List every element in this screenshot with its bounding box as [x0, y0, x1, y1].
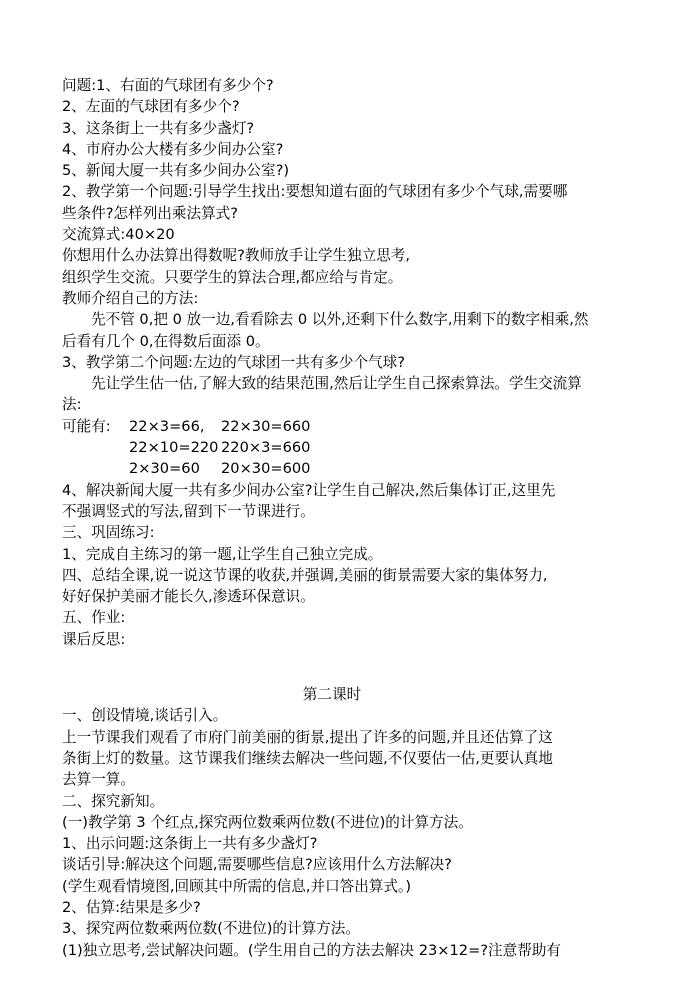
calc-row-1: [62, 416, 642, 437]
paragraph-line: 去算一算。: [62, 771, 135, 789]
paragraph-line: 你想用什么办法算出得数呢?教师放手让学生独立思考,: [62, 247, 411, 265]
question-1: 问题:1、右面的气球团有多少个?: [62, 77, 274, 94]
calc-expression: 220×3=660: [221, 439, 311, 457]
paragraph-line: 上一节课我们观看了市府门前美丽的街景,提出了许多的问题,并且还估算了这: [62, 728, 553, 746]
paragraph-line: 3、探究两位数乘两位数(不进位)的计算方法。: [62, 920, 360, 938]
paragraph-line: 教师介绍自己的方法:: [62, 289, 199, 307]
document-body: [62, 75, 642, 961]
paragraph-line: 交流算式:40×20: [62, 226, 175, 244]
paragraph-line: 3、教学第二个问题:左边的气球团一共有多少个气球?: [62, 353, 406, 371]
calc-expression: 22×30=660: [221, 417, 311, 435]
paragraph-line: (1)独立思考,尝试解决问题。(学生用自己的方法去解决 23×12=?注意帮助有: [62, 941, 562, 959]
section-heading: 一、创设情境,谈话引入。: [62, 707, 228, 725]
paragraph-line: 好好保护美丽才能长久,渗透环保意识。: [62, 588, 315, 606]
question-5: 5、新闻大厦一共有多少间办公室?): [62, 162, 290, 180]
paragraph-line: 不强调竖式的写法,留到下一节课进行。: [62, 502, 315, 520]
paragraph-line: 条街上灯的数量。这节课我们继续去解决一些问题,不仅要估一估,更要认真地: [62, 749, 553, 767]
question-3: 3、这条街上一共有多少盏灯?: [62, 119, 255, 137]
calc-expression: 2×30=60: [129, 460, 200, 478]
paragraph-line: 谈话引导:解决这个问题,需要哪些信息?应该用什么方法解决?: [62, 856, 452, 874]
question-2: 2、左面的气球团有多少个?: [62, 98, 240, 116]
paragraph-line: 2、估算:结果是多少?: [62, 898, 201, 916]
paragraph-line: 1、完成自主练习的第一题,让学生自己独立完成。: [62, 545, 383, 563]
paragraph-line: 先不管 0,把 0 放一边,看看除去 0 以外,还剩下什么数字,用剩下的数字相乘,然: [91, 311, 589, 329]
lesson-title: 第二课时: [302, 686, 362, 704]
calc-expression: 22×3=66,: [129, 417, 205, 435]
question-4: 4、市府办公大楼有多少间办公室?: [62, 140, 284, 158]
paragraph-line: (学生观看情境图,回顾其中所需的信息,并口答出算式。): [62, 877, 412, 895]
paragraph-line: 后看有几个 0,在得数后面添 0。: [62, 332, 270, 350]
calc-row-2: [62, 437, 642, 458]
calc-row-3: [62, 458, 642, 479]
paragraph-line: (一)教学第 3 个红点,探究两位数乘两位数(不进位)的计算方法。: [62, 813, 473, 831]
section-heading: 五、作业:: [62, 609, 126, 627]
paragraph-line: 2、教学第一个问题:引导学生找出:要想知道右面的气球团有多少个气球,需要哪: [62, 183, 568, 201]
section-heading: 三、巩固练习:: [62, 524, 155, 542]
paragraph-line: 4、解决新闻大厦一共有多少间办公室?让学生自己解决,然后集体订正,这里先: [62, 481, 556, 499]
paragraph-line: 些条件?怎样列出乘法算式?: [62, 204, 239, 222]
paragraph-line: 组织学生交流。只要学生的算法合理,都应给与肯定。: [62, 268, 403, 286]
calc-expression: 22×10=220: [129, 439, 219, 457]
calc-label: 可能有:: [62, 417, 111, 435]
paragraph-line: 先让学生估一估,了解大致的结果范围,然后让学生自己探索算法。学生交流算: [91, 375, 582, 393]
paragraph-line: 法:: [62, 396, 82, 414]
calc-expression: 20×30=600: [221, 460, 311, 478]
section-heading: 二、探究新知。: [62, 792, 165, 810]
paragraph-line: 四、总结全课,说一说这节课的收获,并强调,美丽的街景需要大家的集体努力,: [62, 566, 548, 584]
section-heading: 课后反思:: [62, 630, 126, 648]
spacer: [62, 650, 642, 684]
paragraph-line: 1、出示问题:这条街上一共有多少盏灯?: [62, 835, 318, 853]
